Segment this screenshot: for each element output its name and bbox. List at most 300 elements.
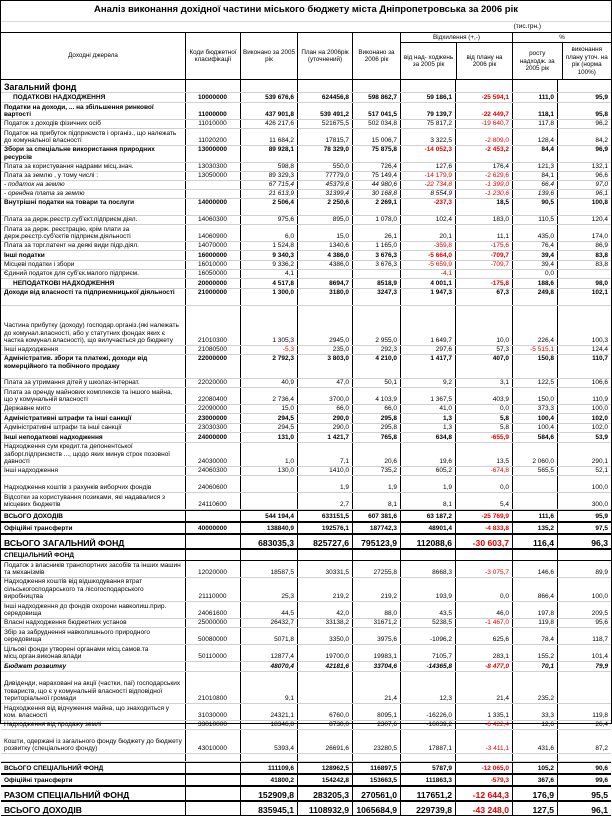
dev-from-2005-cell: 1 649,7 [400,306,455,345]
plan-2006-cell: 550,0 [297,163,352,171]
exec-plan-pct-cell: 100,3 [557,306,611,345]
exec-2005-cell: 4,1 [240,270,297,278]
column-group-percent [512,33,611,79]
exec-plan-pct-cell: 120,4 [557,216,611,224]
exec-2005-cell: 89 928,1 [240,146,297,162]
exec-2005-cell: 1 305,3 [240,306,297,345]
dev-from-2005-cell: 3 322,5 [400,129,455,145]
code-cell: 24060300 [185,467,240,475]
exec-2005-cell: 4 517,8 [240,279,297,288]
column-group-percent-label: % [513,33,611,43]
row-name-cell: Плата за утримання дітей у школах-інтернат. [4,379,140,386]
dev-from-2005-cell: 9,2 [400,379,455,387]
plan-2006-cell [297,754,352,761]
dev-from-2005-cell: 229739,8 [400,802,455,815]
plan-2006-cell: 8730,0 [297,721,352,729]
dev-from-2005-cell: -359,8 [400,242,455,250]
exec-plan-pct-cell [557,754,611,761]
row-name-cell: Адміністратив. збори та платежі, доходи від комерційного та побічного продажу [4,355,148,370]
table-row [1,628,611,645]
dev-from-plan-cell: -8 477,0 [455,662,512,671]
code-cell: 22090000 [185,405,240,413]
growth-pct-cell: 197,8 [512,602,557,618]
growth-pct-cell: 84,4 [512,146,557,162]
dev-from-2005-cell: 17887,1 [400,730,455,753]
dev-from-2005-cell: 79 139,7 [400,103,455,119]
row-name-cell: Збори за спеціальне використання природних ресурсів [4,146,155,161]
exec-2005-cell: 2 736,4 [240,388,297,404]
plan-2006-cell: 3700,0 [297,388,352,404]
exec-plan-pct-cell: 106,6 [557,379,611,387]
exec-plan-pct-cell: 84,2 [557,129,611,145]
plan-2006-cell: 31399,4 [297,190,352,198]
code-cell: 23030300 [185,424,240,432]
row-name-cell: Власні надходження бюджетних установ [4,619,127,626]
exec-plan-pct-cell: 132,1 [557,163,611,171]
dev-from-2005-cell: 1 367,5 [400,388,455,404]
exec-plan-pct-cell: 95,8 [557,103,611,119]
exec-2006-cell: 765,8 [352,433,400,442]
dev-from-plan-cell: -1 467,0 [455,619,512,627]
table-row [1,146,611,163]
exec-plan-pct-cell [557,672,611,703]
exec-plan-pct-cell [557,270,611,278]
exec-2006-cell: 33704,6 [352,662,400,671]
exec-plan-pct-cell: 96,3 [557,535,611,548]
dev-from-plan-cell: 10,0 [455,306,512,345]
growth-pct-cell: 226,4 [512,306,557,345]
dev-from-plan-cell: 11,1 [455,225,512,241]
plan-2006-cell [297,80,352,92]
exec-2005-cell: 25,3 [240,578,297,601]
row-name-cell: ВСЬОГО ДОХОДІВ [4,804,82,815]
exec-2006-cell: 219,2 [352,578,400,601]
plan-2006-cell: 521675,5 [297,120,352,128]
code-cell: 16010000 [185,261,240,269]
table-row [1,270,611,279]
growth-pct-cell: 135,2 [512,523,557,533]
exec-plan-pct-cell: 90,6 [557,763,611,773]
code-cell [185,775,240,785]
exec-plan-pct-cell: 79,9 [557,662,611,671]
dev-from-2005-cell: 1 947,3 [400,289,455,305]
code-cell: 11000000 [185,103,240,119]
exec-2005-cell: 67 715,4 [240,181,297,189]
exec-2005-cell: 41800,2 [240,775,297,785]
plan-2006-cell: 290,0 [297,414,352,423]
exec-2006-cell: 8518,9 [352,279,400,288]
plan-2006-cell: 633151,5 [297,511,352,521]
growth-pct-cell: 866,4 [512,578,557,601]
dev-from-plan-cell: 176,4 [455,163,512,171]
exec-plan-pct-cell: 300,0 [557,493,611,509]
plan-2006-cell: 1340,6 [297,242,352,250]
exec-plan-pct-cell: 95,9 [557,93,611,102]
growth-pct-cell: 76,4 [512,242,557,250]
dev-from-2005-cell: 111863,3 [400,775,455,785]
row-name-cell: СПЕЦІАЛЬНИЙ ФОНД [4,552,75,559]
dev-from-2005-cell: 5787,9 [400,763,455,773]
dev-from-2005-cell: 5238,5 [400,619,455,627]
exec-plan-pct-cell: 110,7 [557,355,611,378]
dev-from-plan-cell: -25 594,1 [455,93,512,102]
exec-2005-cell [240,476,297,492]
dev-from-2005-cell: 43,5 [400,602,455,618]
code-cell [185,80,240,92]
dev-from-plan-cell: 1 335,1 [455,704,512,720]
plan-2006-cell [297,550,352,560]
row-name-cell: Адміністративні штрафи та інші санкції [4,424,122,431]
row-name-cell: Плата за держ.реєстр.суб'єкт.підприєм.діял. [4,216,138,223]
code-cell: 21080500 [185,346,240,354]
dev-from-plan-cell: 5,8 [455,414,512,423]
row-name-cell: ПОДАТКОВІ НАДХОДЖЕННЯ [13,94,106,101]
growth-pct-cell: 584,6 [512,433,557,442]
exec-2005-cell: 1 300,0 [240,289,297,305]
dev-from-2005-cell: 297,6 [400,346,455,354]
table-row [1,561,611,578]
exec-2005-cell: 835945,1 [240,802,297,815]
exec-plan-pct-cell: 53,9 [557,433,611,442]
dev-from-plan-cell: -4 833,8 [455,523,512,533]
growth-pct-cell: 90,5 [512,199,557,215]
table-row [1,662,611,672]
exec-plan-pct-cell: 83,8 [557,251,611,260]
dev-from-plan-cell: -25 769,9 [455,511,512,521]
column-header-sources: Доходні джерела [68,52,118,60]
table-row [1,261,611,270]
plan-2006-cell: 2 250,6 [297,199,352,215]
dev-from-plan-cell: -709,7 [455,251,512,260]
plan-2006-cell: 235,0 [297,346,352,354]
dev-from-2005-cell: 1,3 [400,424,455,432]
exec-plan-pct-cell: 97,5 [557,523,611,533]
dev-from-plan-cell [455,270,512,278]
dev-from-plan-cell: -1 230,6 [455,190,512,198]
table-row [1,801,611,816]
exec-2006-cell: 1 078,0 [352,216,400,224]
growth-pct-cell: 150,0 [512,388,557,404]
plan-2006-cell: 3 803,0 [297,355,352,378]
plan-2006-cell: 128962,5 [297,763,352,773]
row-name-cell: Податок на прибуток підприємств і організ., що належать до комунальної власності [4,129,177,144]
exec-2006-cell: 735,2 [352,467,400,475]
dev-from-2005-cell: 63 187,2 [400,511,455,521]
dev-from-plan-cell: -175,6 [455,242,512,250]
exec-2006-cell: 726,4 [352,163,400,171]
dev-from-plan-cell: -2 809,0 [455,129,512,145]
growth-pct-cell [512,493,557,509]
code-cell [185,763,240,773]
plan-2006-cell: 192576,1 [297,523,352,533]
dev-from-2005-cell: 7105,7 [400,645,455,661]
table-row [1,216,611,225]
row-name-cell: Плата за оренду майнових комплексів та іншого майна, що у комунальній власності [4,388,173,403]
exec-plan-pct-cell: 100,0 [557,476,611,492]
exec-plan-pct-cell: 87,2 [557,730,611,753]
exec-2006-cell: 19983,1 [352,645,400,661]
plan-2006-cell: 219,2 [297,578,352,601]
growth-pct-cell: 111,6 [512,511,557,521]
exec-2006-cell: 295,8 [352,424,400,432]
exec-2006-cell: 4 103,9 [352,388,400,404]
code-cell [185,802,240,815]
table-row [1,355,611,379]
dev-from-2005-cell: 8 554,9 [400,190,455,198]
exec-2005-cell: 44,5 [240,602,297,618]
column-header-dev-from-2005: від над- ходжень за 2005 рік [403,53,454,69]
code-cell: 24000000 [185,433,240,442]
dev-from-2005-cell: 48901,4 [400,523,455,533]
growth-pct-cell: 66,4 [512,181,557,189]
exec-2005-cell: 21 613,9 [240,190,297,198]
row-name-cell: ВСЬОГО ЗАГАЛЬНИЙ ФОНД [4,537,125,548]
exec-plan-pct-cell: 96,1 [557,802,611,815]
table-body [1,80,611,816]
exec-2005-cell: 48070,4 [240,662,297,671]
growth-pct-cell: 127,5 [512,802,557,815]
growth-pct-cell: 0,0 [512,270,557,278]
column-header-exec-2006: Виконано за 2006 рік [352,33,400,79]
exec-plan-pct-cell: 86,9 [557,242,611,250]
exec-2005-cell: 12877,4 [240,645,297,661]
plan-2006-cell: 8694,7 [297,279,352,288]
dev-from-2005-cell: 4 001,1 [400,279,455,288]
table-row [1,786,611,801]
exec-2006-cell: 116897,5 [352,763,400,773]
exec-2006-cell: 8,1 [352,493,400,509]
dev-from-plan-cell: 67,3 [455,289,512,305]
column-group-deviation [400,33,512,79]
exec-2005-cell: 138840,9 [240,523,297,533]
growth-pct-cell: 105,2 [512,763,557,773]
exec-2006-cell: 2 269,1 [352,199,400,215]
code-cell: 16050000 [185,270,240,278]
exec-2006-cell: 27255,8 [352,561,400,577]
table-row [1,172,611,181]
dev-from-2005-cell: -14 179,9 [400,172,455,180]
growth-pct-cell: 146,6 [512,561,557,577]
dev-from-plan-cell [455,550,512,560]
row-name-cell: - орендна плата за землю [4,190,85,197]
exec-2005-cell: 294,5 [240,424,297,432]
table-row [1,242,611,251]
exec-2005-cell: 5071,8 [240,628,297,644]
exec-2006-cell: 75 875,8 [352,146,400,162]
exec-plan-pct-cell: 95,6 [557,619,611,627]
exec-2006-cell: 2307,6 [352,721,400,729]
code-cell [185,550,240,560]
exec-plan-pct-cell: 26,4 [557,721,611,729]
row-name-cell: Адміністративні штрафи та інші санкції [4,415,132,422]
code-cell: 50110000 [185,645,240,661]
code-cell [185,662,240,671]
exec-2005-cell: 11 684,2 [240,129,297,145]
table-row [1,619,611,628]
exec-plan-pct-cell: 100,0 [557,578,611,601]
dev-from-2005-cell: 1 417,7 [400,355,455,378]
table-row [1,163,611,172]
plan-2006-cell: 1410,0 [297,467,352,475]
table-row [1,251,611,261]
plan-2006-cell: 154242,8 [297,775,352,785]
exec-plan-pct-cell: 102,1 [557,289,611,305]
row-name-cell: Надходження від відчуження майна, що знаходиться у ком. власності [4,704,170,719]
exec-plan-pct-cell: 101,4 [557,645,611,661]
row-name-cell: Державне мито [4,405,51,412]
dev-from-plan-cell: 407,0 [455,355,512,378]
growth-pct-cell: 110,5 [512,216,557,224]
growth-pct-cell: 122,5 [512,379,557,387]
plan-2006-cell: 624456,8 [297,93,352,102]
table-row [1,476,611,493]
dev-from-plan-cell: -30 603,7 [455,535,512,548]
dev-from-plan-cell: 403,9 [455,388,512,404]
dev-from-2005-cell: -16226,0 [400,704,455,720]
plan-2006-cell: 47,0 [297,379,352,387]
exec-2006-cell: 598 862,7 [352,93,400,102]
table-row [1,120,611,129]
table-row [1,602,611,619]
growth-pct-cell: 128,4 [512,129,557,145]
code-cell: 40000000 [185,523,240,533]
row-name-cell: НЕПОДАТКОВІ НАДХОДЖЕННЯ [13,280,115,287]
row-name-cell: Надходження коштів від відшкодування втрат сільськогосподарського та лісогосподарського виробництва [4,578,144,600]
dev-from-plan-cell: -175,8 [455,279,512,288]
row-name-cell: Інші надходження [4,467,58,474]
table-row [1,433,611,443]
plan-2006-cell: 45379,6 [297,181,352,189]
growth-pct-cell: 100,4 [512,424,557,432]
exec-2005-cell: 437 901,8 [240,103,297,119]
plan-2006-cell: 283205,3 [297,787,352,800]
code-cell: 20000000 [185,279,240,288]
plan-2006-cell: 3180,0 [297,289,352,305]
dev-from-2005-cell: 605,2 [400,467,455,475]
exec-2005-cell: 544 194,4 [240,511,297,521]
exec-plan-pct-cell: 100,0 [557,405,611,413]
growth-pct-cell: 155,2 [512,645,557,661]
exec-plan-pct-cell: 96,2 [557,120,611,128]
plan-2006-cell: 1,9 [297,476,352,492]
growth-pct-cell: 565,5 [512,467,557,475]
exec-2005-cell [240,754,297,761]
exec-2005-cell: 131,0 [240,433,297,442]
table-row [1,405,611,414]
table-row [1,721,611,730]
row-name-cell: Місцеві податки і збори [4,261,75,268]
dev-from-2005-cell: 127,6 [400,163,455,171]
exec-2006-cell: 8095,1 [352,704,400,720]
plan-2006-cell: 7,1 [297,443,352,466]
exec-plan-pct-cell [557,80,611,92]
code-cell [185,535,240,548]
exec-2006-cell: 3247,3 [352,289,400,305]
table-row [1,346,611,355]
code-cell [185,754,240,761]
row-name-cell: Частина прибутку (доходу) господар.організ.(які належать до комунал.власності, або у статутних фондах яких є частка комунал.власності), що вилучається до бюджету [4,322,179,344]
plan-2006-cell: 290,0 [297,424,352,432]
dev-from-plan-cell: 5,4 [455,493,512,509]
page-title: Аналіз виконання дохідної частини міського бюджету міста Дніпропетровська за 2006 рік [94,4,518,15]
growth-pct-cell: 139,6 [512,190,557,198]
exec-2006-cell: 295,8 [352,414,400,423]
exec-2005-cell: 40,9 [240,379,297,387]
code-cell: 22000000 [185,355,240,378]
exec-2006-cell: 607 381,6 [352,511,400,521]
dev-from-plan-cell: -12 065,0 [455,763,512,773]
exec-2005-cell [240,493,297,509]
table-row [1,379,611,388]
code-cell: 11020200 [185,129,240,145]
dev-from-2005-cell: -14 052,3 [400,146,455,162]
exec-plan-pct-cell: 102,0 [557,414,611,423]
growth-pct-cell: 235,2 [512,672,557,703]
dev-from-plan-cell: 0,0 [455,476,512,492]
dev-from-plan-cell: -674,8 [455,467,512,475]
code-cell [185,787,240,800]
table-row [1,730,611,754]
growth-pct-cell [512,550,557,560]
row-name-cell: Інші неподаткові надходження [4,434,103,441]
growth-pct-cell: 150,8 [512,355,557,378]
table-row [1,510,611,522]
dev-from-plan-cell: 5,8 [455,424,512,432]
code-cell: 22020000 [185,379,240,387]
table-row [1,80,611,93]
table-row [1,467,611,476]
dev-from-plan-cell: -3 075,7 [455,561,512,577]
row-name-cell [1,754,185,761]
table-row [1,774,611,786]
exec-plan-pct-cell: 98,0 [557,279,611,288]
dev-from-plan-cell [455,754,512,761]
code-cell: 24110600 [185,493,240,509]
exec-2006-cell: 20,6 [352,443,400,466]
exec-plan-pct-cell: 83,8 [557,261,611,269]
growth-pct-cell: 188,6 [512,279,557,288]
table-row [1,754,611,762]
growth-pct-cell: 2 060,0 [512,443,557,466]
plan-2006-cell [297,672,352,703]
row-name-cell: Відсотки за користування позиками, які надавалися з місцевих бюджетів [4,493,166,508]
exec-plan-pct-cell: 97,0 [557,181,611,189]
row-name-cell: Внутрішні податки на товари та послуги [4,199,135,206]
plan-2006-cell: 30331,5 [297,561,352,577]
code-cell: 16000000 [185,251,240,260]
row-name-cell: Надходження від продажу землі [4,721,102,728]
dev-from-plan-cell: -2 453,2 [455,146,512,162]
growth-pct-cell: 70,1 [512,662,557,671]
exec-2005-cell: 426 217,6 [240,120,297,128]
exec-2006-cell: 153663,5 [352,775,400,785]
exec-2006-cell: 3 676,3 [352,251,400,260]
dev-from-plan-cell: 183,0 [455,216,512,224]
code-cell: 11010000 [185,120,240,128]
plan-2006-cell: 42,0 [297,602,352,618]
code-cell: 43010000 [185,730,240,753]
code-cell: 14070000 [185,242,240,250]
column-header-exec-plan-pct: виконання плану уточ. на рік (норма 100%) [562,43,612,79]
exec-2005-cell: 152909,8 [240,787,297,800]
exec-2005-cell: 9,1 [240,672,297,703]
exec-2006-cell: 795123,9 [352,535,400,548]
table-row [1,190,611,199]
column-header-growth-2005: росту надходж. за 2005 рік [519,50,555,72]
units-note: (тис.грн.) [513,23,541,30]
growth-pct-cell: 249,8 [512,289,557,305]
growth-pct-cell: 84,1 [512,172,557,180]
